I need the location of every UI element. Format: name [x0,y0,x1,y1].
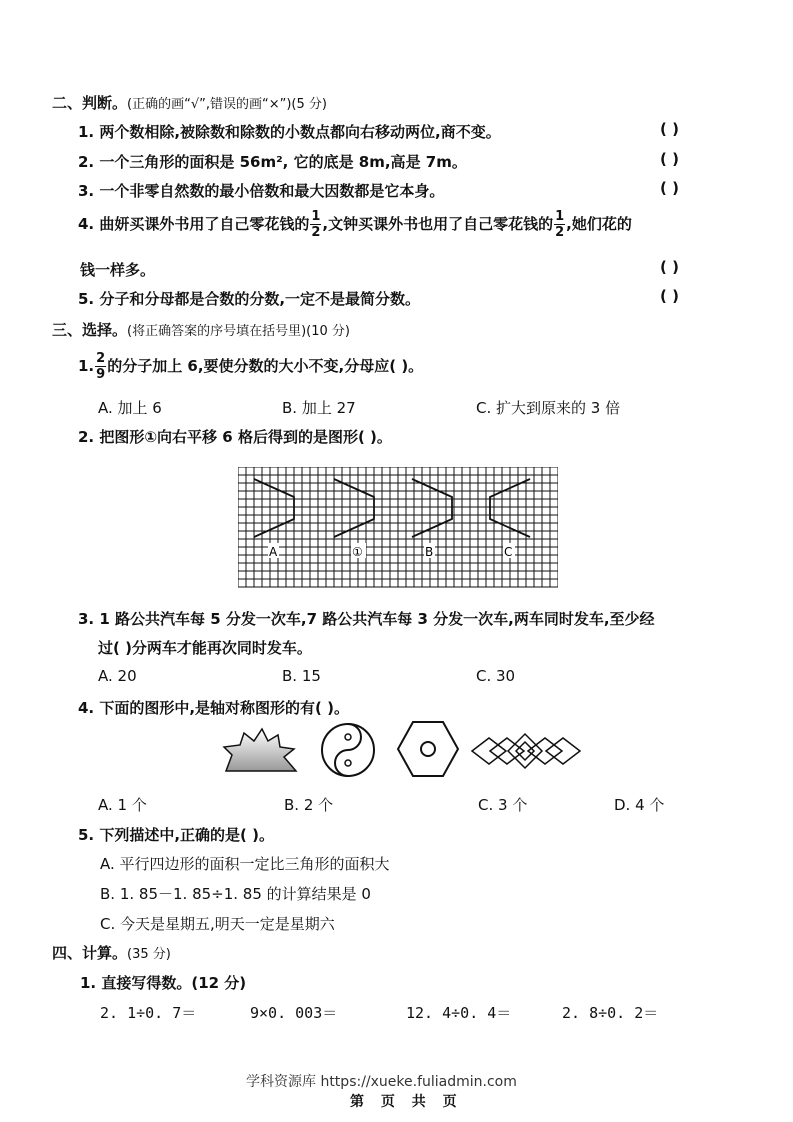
yin-yang-icon [320,722,376,778]
judge-q5-answer-paren[interactable]: ( ) [660,287,679,305]
shape-a [254,479,294,537]
choice-q5-option-c[interactable]: C. 今天是星期五,明天一定是星期六 [100,915,335,933]
calc-item-2[interactable]: 9×0. 003＝ [250,1004,338,1022]
section-2-heading [52,92,327,113]
grid-label-c: C [504,545,513,559]
section-2-title: 二、判断。 [52,94,128,112]
section-3-note: (将正确答案的序号填在括号里)(10 分) [127,324,350,339]
judge-q1-answer-paren[interactable]: ( ) [660,120,679,138]
translation-grid-figure [238,467,558,589]
choice-q3-option-c[interactable]: C. 30 [476,667,516,685]
choice-q1: 1. $\frac{2}{9}$ 的分子加上 6,要使分数的大小不变,分母应( )。 [78,351,424,382]
choice-q3-option-a[interactable]: A. 20 [98,667,137,685]
judge-q3-answer-paren[interactable]: ( ) [660,179,679,197]
choice-q4: 4. 下面的图形中,是轴对称图形的有( )。 [78,699,349,717]
choice-q3-line2: 过( )分两车才能再次同时发车。 [98,639,312,657]
fraction-two-ninths: $\frac{2}{9}$ [96,351,106,382]
calc-q1: 1. 直接写得数。(12 分) [80,974,247,992]
choice-q5-option-a[interactable]: A. 平行四边形的面积一定比三角形的面积大 [100,855,390,873]
choice-q1-option-a[interactable]: A. 加上 6 [98,399,162,417]
section-4-heading [52,942,171,963]
burst-shape-icon [222,727,298,773]
choice-q1-option-c[interactable]: C. 扩大到原来的 3 倍 [476,399,621,417]
choice-q4-option-c[interactable]: C. 3 个 [478,796,528,814]
calc-item-3[interactable]: 12. 4÷0. 4＝ [406,1004,512,1022]
choice-q2: 2. 把图形①向右平移 6 格后得到的是图形( )。 [78,428,392,446]
calc-item-4[interactable]: 2. 8÷0. 2＝ [562,1004,659,1022]
grid-label-b: B [425,545,434,559]
choice-q4-option-a[interactable]: A. 1 个 [98,796,147,814]
choice-q5: 5. 下列描述中,正确的是( )。 [78,826,274,844]
choice-q4-option-b[interactable]: B. 2 个 [284,796,334,814]
judge-q4: 4. 曲妍买课外书用了自己零花钱的 $\frac{1}{2}$ ,文钟买课外书也用了自己零花钱的 $\frac{1}{2}$ ,她们花的 [78,209,632,240]
hexagon-nut-icon [396,720,460,778]
footer-source: 学科资源库 https://xueke.fuliadmin.com [246,1074,517,1090]
knot-pattern-icon [470,732,582,770]
section-3-heading [52,319,350,340]
section-2-note: (正确的画“√”,错误的画“×”)(5 分) [127,97,327,112]
section-3-title: 三、选择。 [52,321,128,339]
section-4-note: (35 分) [127,947,171,962]
judge-q2-answer-paren[interactable]: ( ) [660,150,679,168]
judge-q4-line2: 钱一样多。 [80,261,156,279]
shape-1 [334,479,374,537]
section-4-title: 四、计算。 [52,944,128,962]
judge-q5: 5. 分子和分母都是合数的分数,一定不是最简分数。 [78,290,421,308]
judge-q2: 2. 一个三角形的面积是 56m², 它的底是 8m,高是 7m。 [78,153,467,171]
calc-item-1[interactable]: 2. 1÷0. 7＝ [100,1004,197,1022]
fraction-one-half-2: $\frac{1}{2}$ [555,209,565,240]
choice-q3-line1: 3. 1 路公共汽车每 5 分发一次车,7 路公共汽车每 3 分发一次车,两车同时发车,至少经 [78,610,655,628]
grid-label-1: ① [352,545,363,559]
judge-q1: 1. 两个数相除,被除数和除数的小数点都向右移动两位,商不变。 [78,123,501,141]
choice-q3-option-b[interactable]: B. 15 [282,667,321,685]
judge-q3: 3. 一个非零自然数的最小倍数和最大因数都是它本身。 [78,182,445,200]
choice-q4-option-d[interactable]: D. 4 个 [614,796,665,814]
grid-label-a: A [269,545,278,559]
choice-q5-option-b[interactable]: B. 1. 85－1. 85÷1. 85 的计算结果是 0 [100,885,371,903]
choice-q1-option-b[interactable]: B. 加上 27 [282,399,356,417]
fraction-one-half: $\frac{1}{2}$ [311,209,321,240]
footer-page-number: 第 页 共 页 [350,1094,463,1110]
judge-q4-answer-paren[interactable]: ( ) [660,258,679,276]
